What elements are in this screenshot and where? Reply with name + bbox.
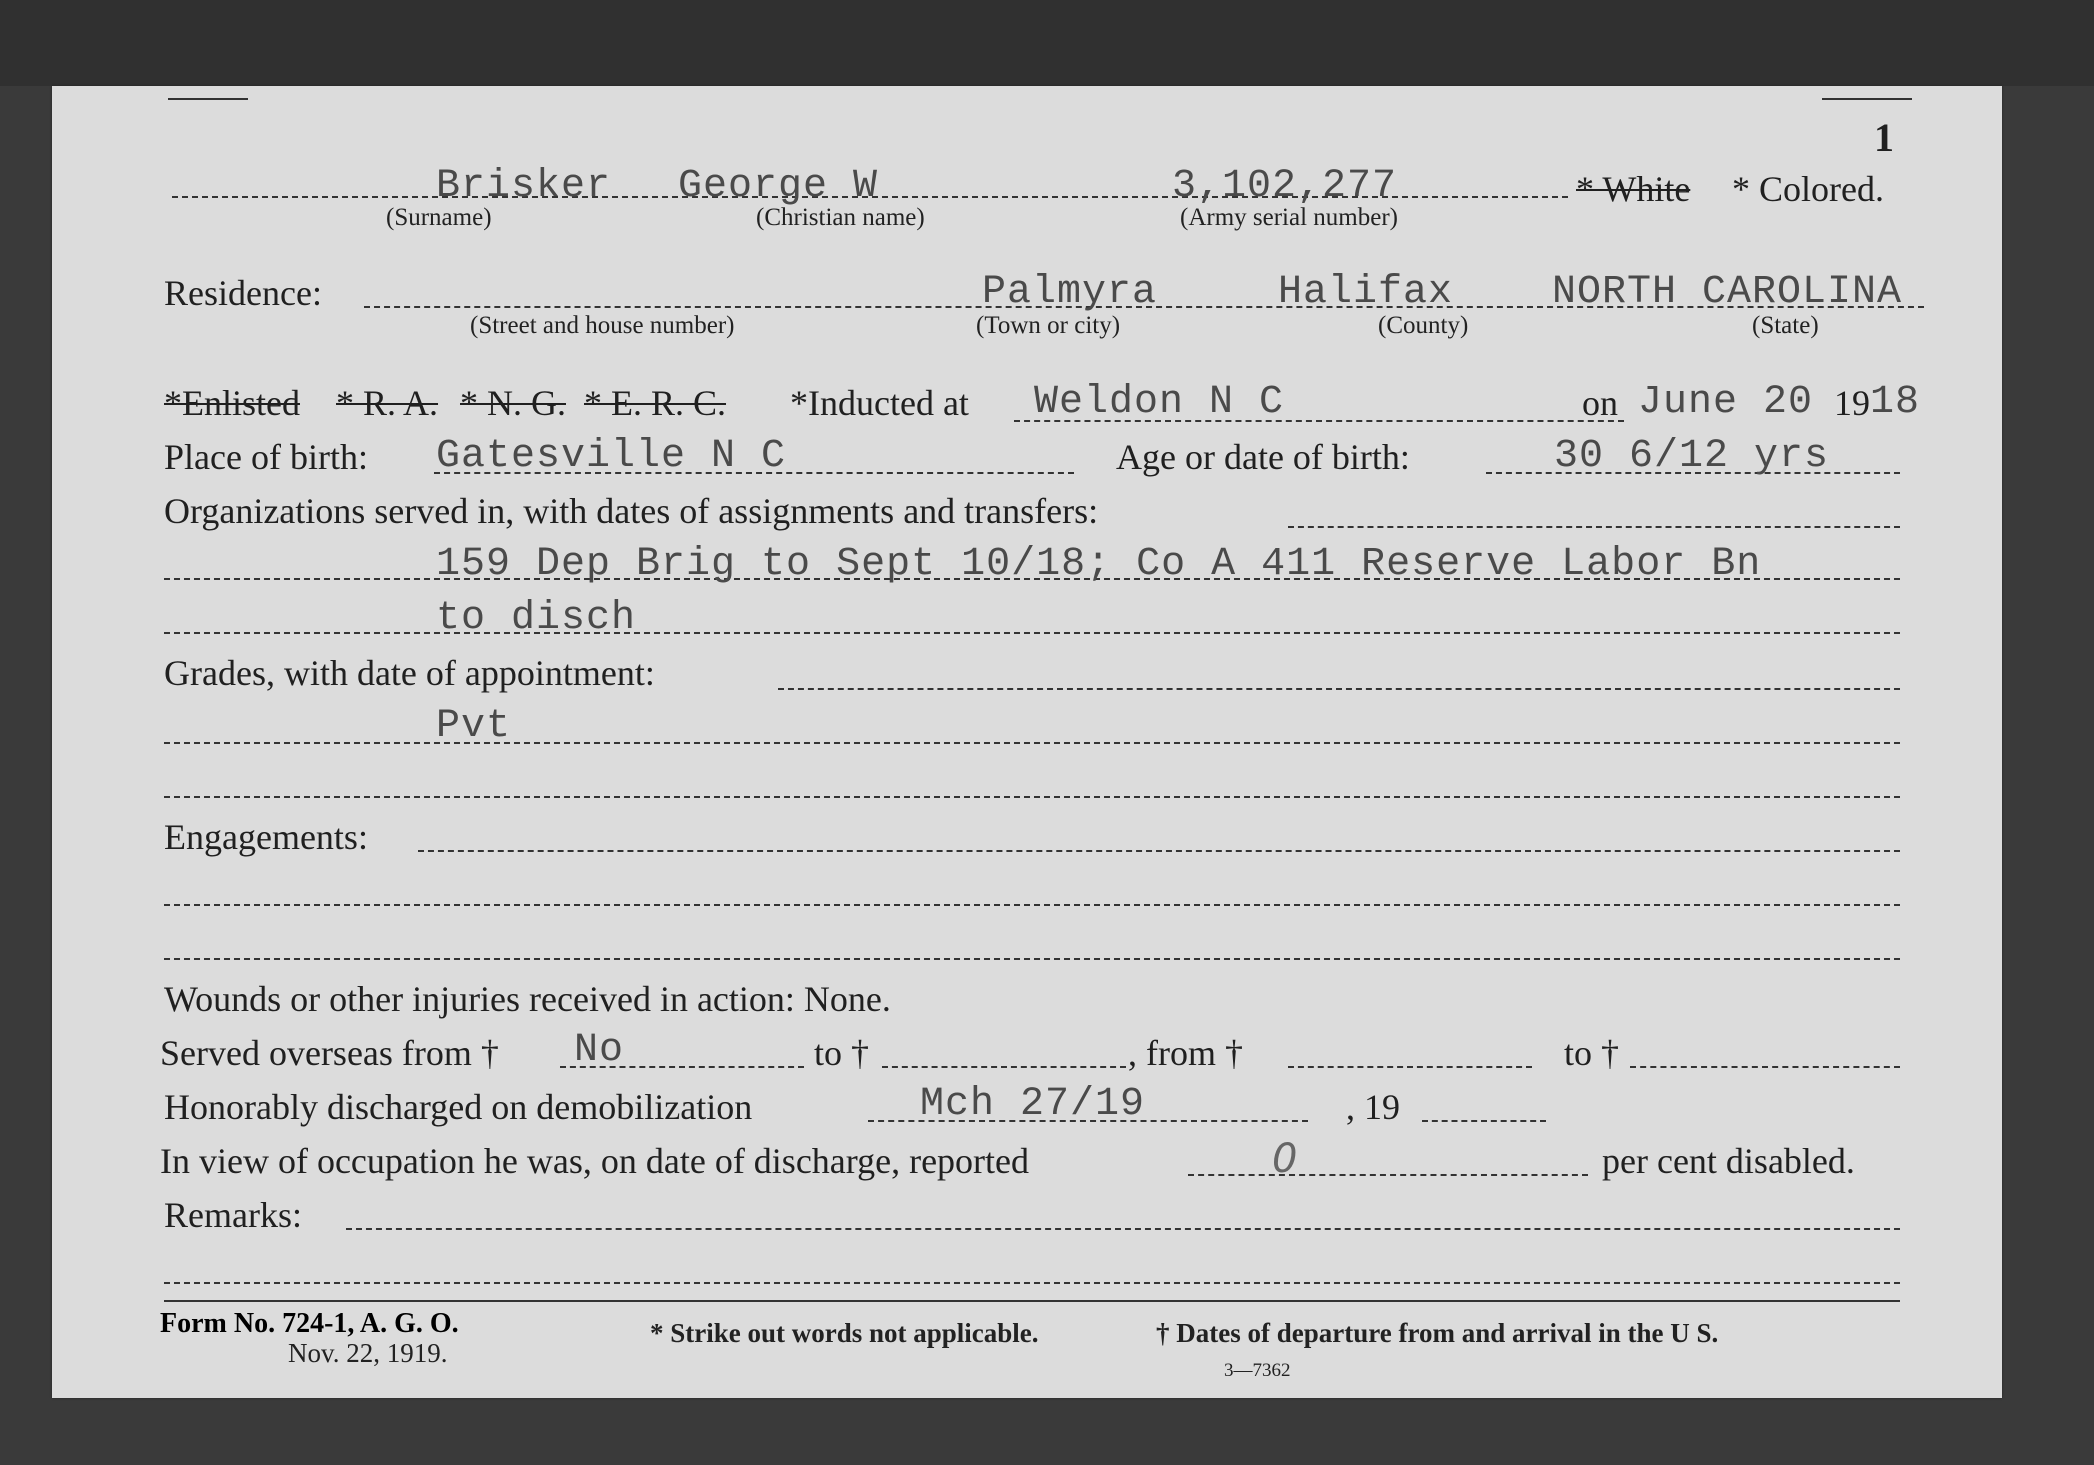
organizations-value-1: 159 Dep Brig to Sept 10/18; Co A 411 Reserve Labor Bn [436, 542, 1762, 587]
remarks-line-1 [164, 1282, 1900, 1284]
place-of-birth-value: Gatesville N C [436, 434, 787, 479]
corner-mark-left [168, 98, 248, 100]
disability-line [1188, 1174, 1588, 1176]
organizations-line-0 [1288, 526, 1900, 528]
grades-line-1 [164, 742, 1900, 744]
induction-year-value: 18 [1870, 380, 1921, 425]
print-code: 3—7362 [1224, 1360, 1291, 1381]
residence-state-value: NORTH CAROLINA [1552, 270, 1903, 315]
race-white: * White [1576, 169, 1691, 209]
engagements-line-2 [164, 958, 1900, 960]
christian-name-value: George W [678, 164, 879, 209]
street-label: (Street and house number) [470, 312, 735, 339]
organizations-label: Organizations served in, with dates of assignments and transfers: [164, 491, 1099, 531]
discharge-year-label: , 19 [1346, 1087, 1400, 1127]
grades-label: Grades, with date of appointment: [164, 653, 655, 693]
organizations-line-2 [164, 632, 1900, 634]
overseas-to1-line [882, 1066, 1126, 1068]
discharge-year-line [1422, 1120, 1546, 1122]
surname-value: Brisker [436, 164, 612, 209]
discharge-date-value: Mch 27/19 [920, 1082, 1146, 1127]
residence-label: Residence: [164, 273, 322, 313]
overseas-from-value: No [574, 1028, 625, 1073]
form-number: Form No. 724-1, A. G. O. [160, 1308, 459, 1339]
ng-option: * N. G. [460, 383, 566, 423]
overseas-from2-line [1288, 1066, 1532, 1068]
inducted-label: *Inducted at [790, 383, 969, 423]
age-label: Age or date of birth: [1116, 437, 1410, 477]
surname-label: (Surname) [386, 204, 492, 231]
ra-option: * R. A. [336, 383, 439, 423]
card-number: 1 [1874, 115, 1894, 160]
record-card [52, 86, 2002, 1398]
disability-suffix: per cent disabled. [1602, 1141, 1855, 1181]
overseas-label: Served overseas from † [160, 1033, 499, 1073]
place-of-birth-label: Place of birth: [164, 437, 368, 477]
residence-town-value: Palmyra [982, 270, 1158, 315]
wounds-text: Wounds or other injuries received in action: None. [164, 979, 891, 1019]
overseas-to2-line [1630, 1066, 1900, 1068]
corner-mark-right [1822, 98, 1912, 100]
disability-value: 0 [1272, 1136, 1298, 1182]
remarks-label: Remarks: [164, 1195, 302, 1235]
engagements-line-1 [164, 904, 1900, 906]
serial-number-label: (Army serial number) [1180, 204, 1398, 231]
disability-label: In view of occupation he was, on date of discharge, reported [160, 1141, 1030, 1181]
scan-background [0, 0, 2094, 86]
erc-option: * E. R. C. [584, 383, 727, 423]
form-date: Nov. 22, 1919. [288, 1338, 448, 1368]
remarks-line-0 [346, 1228, 1900, 1230]
race-colored: * Colored. [1732, 169, 1884, 209]
footnote-strike-out: * Strike out words not applicable. [650, 1318, 1039, 1348]
state-label: (State) [1752, 312, 1819, 339]
inducted-place-value: Weldon N C [1034, 380, 1285, 425]
grades-value: Pvt [436, 704, 512, 749]
discharge-label: Honorably discharged on demobilization [164, 1087, 753, 1127]
enlisted-option: *Enlisted [164, 383, 300, 423]
on-label: on [1582, 383, 1618, 423]
footer-rule [164, 1300, 1900, 1302]
overseas-to2-label: to † [1564, 1033, 1620, 1073]
christian-name-label: (Christian name) [756, 204, 925, 231]
engagements-label: Engagements: [164, 817, 368, 857]
induction-date-value: June 20 [1638, 380, 1814, 425]
induction-year-prefix: 19 [1834, 383, 1870, 423]
residence-county-value: Halifax [1278, 270, 1454, 315]
grades-line-0 [778, 688, 1900, 690]
engagements-line-0 [418, 850, 1900, 852]
serial-number-value: 3,102,277 [1172, 164, 1398, 209]
grades-line-2 [164, 796, 1900, 798]
town-label: (Town or city) [976, 312, 1121, 339]
overseas-to1-label: to † [814, 1033, 870, 1073]
county-label: (County) [1378, 312, 1469, 339]
organizations-value-2: to disch [436, 596, 637, 641]
footnote-dates: † Dates of departure from and arrival in the U S. [1156, 1318, 1719, 1348]
overseas-from2-label: , from † [1128, 1033, 1243, 1073]
age-value: 30 6/12 yrs [1554, 434, 1830, 479]
